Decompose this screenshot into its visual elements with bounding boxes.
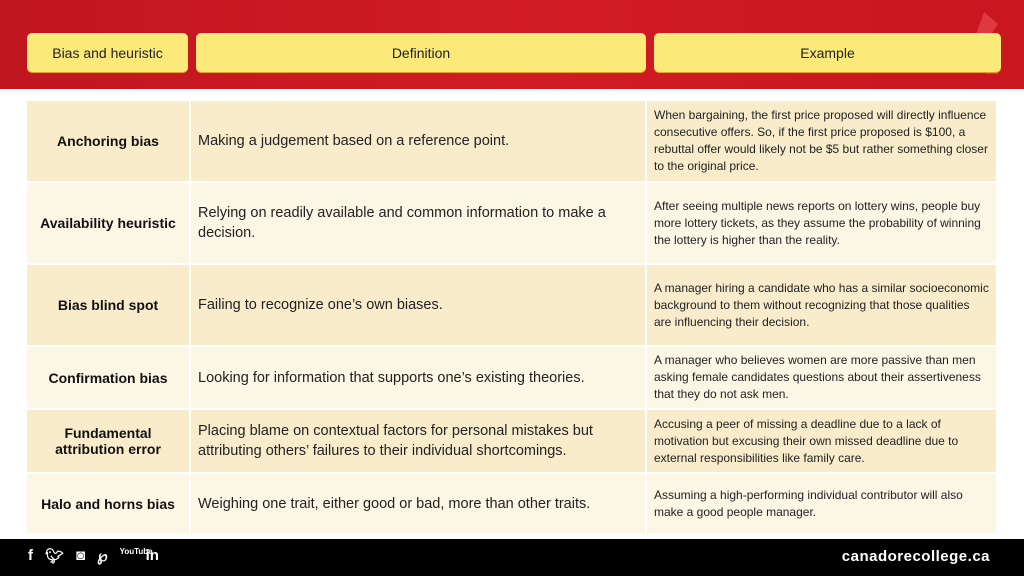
bias-definition: Relying on readily available and common information to make a decision.: [191, 183, 645, 263]
social-links: [28, 547, 159, 565]
table-row: [27, 101, 996, 181]
instagram-icon[interactable]: ◙: [76, 547, 86, 564]
header-example: Example: [654, 33, 1001, 72]
bias-name: Anchoring bias: [27, 101, 189, 181]
bias-example: When bargaining, the first price proposed will directly influence consecutive offers. So, if the first price proposed is $100, a rebuttal offer would likely not be $5 but rather something closer to the original price.: [647, 101, 996, 181]
header-bias: Bias and heuristic: [27, 33, 188, 72]
bias-example: Accusing a peer of missing a deadline due to a lack of motivation but excusing their own missed deadline due to external responsibilities like family care.: [647, 410, 996, 472]
bias-example: Assuming a high-performing individual contributor will also make a good people manager.: [647, 474, 996, 533]
bias-definition: Making a judgement based on a reference point.: [191, 101, 645, 181]
table-row: [27, 265, 996, 345]
twitter-icon[interactable]: 🐦︎: [45, 548, 65, 565]
pinterest-icon[interactable]: ℘: [97, 548, 108, 565]
website-link[interactable]: canadorecollege.ca: [841, 548, 990, 565]
facebook-icon[interactable]: f: [28, 547, 33, 564]
bias-example: A manager hiring a candidate who has a similar socioeconomic background to them without recognizing that those qualities are influencing their decision.: [647, 265, 996, 345]
table-row: [27, 474, 996, 533]
bias-definition: Looking for information that supports one’s existing theories.: [191, 347, 645, 408]
bias-name: Confirmation bias: [27, 347, 189, 408]
header-definition: Definition: [196, 33, 646, 72]
bias-name: Fundamental attribution error: [27, 410, 189, 472]
bias-definition: Weighing one trait, either good or bad, more than other traits.: [191, 474, 645, 533]
youtube-icon[interactable]: YouTube: [119, 547, 153, 556]
table-row: [27, 183, 996, 263]
linkedin-icon[interactable]: in: [145, 547, 159, 564]
bias-name: Bias blind spot: [27, 265, 189, 345]
bias-definition: Placing blame on contextual factors for personal mistakes but attributing others’ failures to their individual shortcomings.: [191, 410, 645, 472]
bias-definition: Failing to recognize one’s own biases.: [191, 265, 645, 345]
table-row: [27, 410, 996, 472]
footer: [0, 539, 1024, 576]
table-row: [27, 347, 996, 408]
bias-name: Availability heuristic: [27, 183, 189, 263]
bias-name: Halo and horns bias: [27, 474, 189, 533]
bias-example: After seeing multiple news reports on lottery wins, people buy more lottery tickets, as they assume the probability of winning the lottery is higher than the reality.: [647, 183, 996, 263]
bias-table: [27, 101, 996, 535]
bias-example: A manager who believes women are more passive than men asking female candidates questions about their assertiveness that they do not ask men.: [647, 347, 996, 408]
